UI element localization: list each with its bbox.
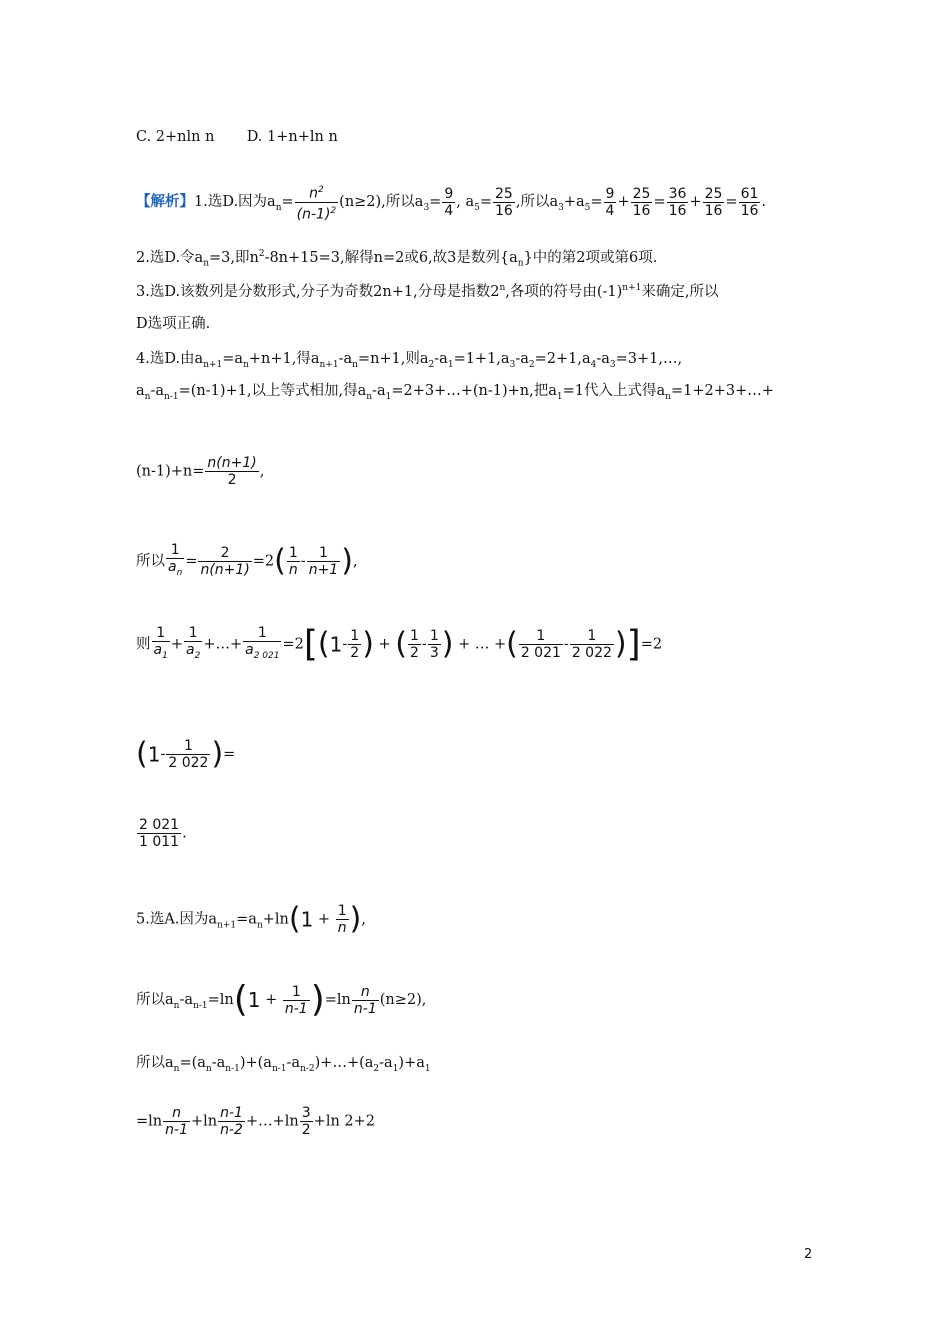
page-number: 2 [804,1247,813,1262]
solution-3-line-1: 3.选D.该数列是分数形式,分子为奇数2n+1,分母是指数2$^n$,各项的符号由$(-1)^{n+1}$来确定,所以 [136,283,719,300]
fraction: $\frac{n^2}{(n-1)^2}$ [296,185,337,223]
solution-4-line-6: (1- $\frac{1}{2 022}$ )= [136,736,236,772]
analysis-tag: 【解析】 [136,193,194,211]
option-d: D. 1+n+ln n [246,129,338,145]
solution-5-line-1: 5.选A.因为$a_{n+1}=a_n+\ln(1$ + $\frac{1}{n}$ ), [136,901,366,937]
solution-4-line-3: (n-1)+n= $\frac{n(n+1)}{2}$ , [136,455,265,488]
solution-4-line-5: 则 $\frac{1}{a_1}$ + $\frac{1}{a_2}$ +…+ $\frac{1}{a_{2 021}}$ =2[(1- $\frac{1}{2}$ ) + ( $\frac{1}{2}$ - $\frac{1}{3}$ ) + … +( $\frac{1}{2 021}$ - $\frac{1}{2 022}$ )]=2 [136,623,663,665]
solution-5-line-3: 所以$a_n=(a_n-a_{n-1})+(a_{n-1}-a_{n-2})+\dots+(a_2-a_1)+a_1$ [136,1055,431,1074]
solution-4-line-1: 4.选D.由$a_{n+1}=a_n+n+1$,得$a_{n+1}-a_n=n+1$,则$a_2-a_1=1+1,a_3-a_2=2+1,a_4-a_3=3+1,\dots$, [136,351,683,370]
solution-5-line-2: 所以$a_n-a_{n-1}=\ln(1$ + $\frac{1}{n-1}$ )=ln $\frac{n}{n-1}$ (n≥2), [136,979,427,1020]
solution-4-result: $\frac{2 021}{1 011}$ . [139,817,187,850]
solution-5-line-4: =ln $\frac{n}{n-1}$ +ln $\frac{n-1}{n-2}$ +…+ln $\frac{3}{2}$ +ln 2+2 [136,1105,376,1138]
option-c: C. 2+nln n [136,129,215,145]
solution-3-line-2: D选项正确. [136,316,211,332]
options-line [136,127,338,147]
solution-2: 2.选D.令$a_n=3$,即$n^2-8n+15=3$,解得n=2或6,故3是数列$\{a_n\}$中的第2项或第6项. [136,249,658,269]
solution-1: 【解析】1.选D.因为$a_n=$ $\frac{n^2}{(n-1)^2}$ (n≥2),所以$a_3=$ $\frac{9}{4}$ , $a_5=$ $\frac{25}{16}$ ,所以$a_3+a_5=$ $\frac{9}{4}$ + $\frac{25}{16}$ = $\frac{36}{16}$ + $\frac{25}{16}$ = $\frac{61}{16}$ . [136,182,766,222]
solution-4-line-4: 所以 $\frac{1}{a_n}$ = $\frac{2}{n(n+1)}$ =2( $\frac{1}{n}$ - $\frac{1}{n+1}$ ), [136,542,358,581]
solution-4-line-2: $a_n-a_{n-1}=(n-1)+1$,以上等式相加,得$a_n-a_1=2+3+\dots+(n-1)+n$,把$a_1=1$代入上式得$a_n=1+2+3+\dots+$ [136,383,774,402]
